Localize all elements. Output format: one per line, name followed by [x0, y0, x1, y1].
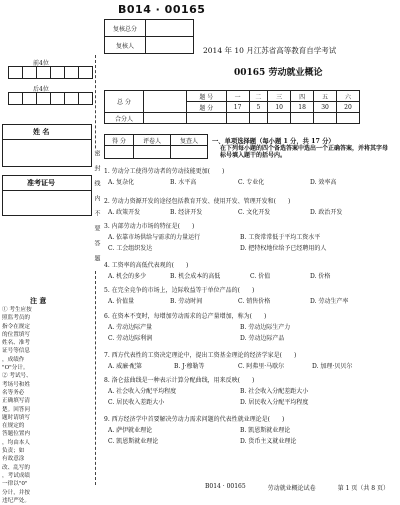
review-total-cell[interactable] [146, 20, 194, 37]
review-table [104, 19, 194, 54]
notes-title: 注 意 [30, 296, 47, 305]
score-col-3: 三 [268, 91, 291, 102]
question-stem: 1. 劳动分工使得劳动者的劳动技能更加( ) [104, 168, 225, 175]
checker-label: 复查人 [171, 135, 208, 146]
option-a[interactable]: A. 机会的多少 [108, 273, 147, 280]
front4-label: 前4位 [33, 60, 49, 67]
score-col-4: 四 [291, 91, 314, 102]
footer-title: 劳动就业概论试卷 [267, 485, 316, 492]
score-table [104, 90, 360, 124]
got-6[interactable] [337, 113, 360, 124]
score-header: 题 号 [187, 91, 227, 102]
score-col-1: 一 [226, 91, 249, 102]
exam-title: 2014 年 10 月江苏省高等教育自学考试 [203, 46, 337, 55]
questions [104, 168, 394, 455]
got-2[interactable] [249, 113, 268, 124]
question-stem: 2. 劳动力资源开发的途径包括教育开发、使用开发、管理开发和( ) [104, 198, 291, 205]
score-col-5: 五 [314, 91, 337, 102]
option-a[interactable]: A. 价值量 [108, 298, 135, 305]
question-stem: 9. 西方经济学中首要解决劳动力需求问题的代表性就业理论是( ) [104, 416, 285, 423]
option-a[interactable]: A. 萨伊就业理论 [108, 427, 153, 434]
got-3[interactable] [268, 113, 291, 124]
question-7 [104, 352, 394, 377]
grader-label: 评卷人 [134, 135, 171, 146]
got-5[interactable] [314, 113, 337, 124]
option-d[interactable]: D. 把特权地位给予已经聘用的人 [240, 245, 327, 252]
option-a[interactable]: A. 社会收入分配平均程度 [108, 388, 177, 395]
checker-cell[interactable] [171, 146, 208, 159]
option-d[interactable]: D. 政治开发 [310, 209, 343, 216]
paper-code: B014 · 00165 [118, 3, 206, 16]
points-6: 20 [337, 102, 360, 113]
question-9 [104, 416, 394, 455]
question-5 [104, 287, 394, 313]
points-2: 5 [249, 102, 268, 113]
footer-code: B014 · 00165 [205, 483, 246, 490]
footer [205, 483, 389, 492]
review-total-label: 复核总分 [105, 20, 146, 37]
option-b[interactable]: B. 工资常常低于平均工资水平 [240, 234, 321, 241]
seal-dashed-line [95, 55, 96, 485]
option-b[interactable]: B. 社会收入分配差距大小 [240, 388, 309, 395]
option-a[interactable]: A. 复杂化 [108, 179, 135, 186]
footer-page: 第 1 页（共 8 页） [337, 485, 389, 492]
section1-heading: 一、单项选择题（每小题 1 分，共 17 分） [212, 138, 335, 145]
option-b[interactable]: B. 劳动时间 [170, 298, 203, 305]
option-a[interactable]: A. 劳动边际产量 [108, 324, 153, 331]
option-a[interactable]: A. 政策开发 [108, 209, 141, 216]
option-b[interactable]: B. 机会成本的高低 [170, 273, 221, 280]
option-d[interactable]: D. 货币主义就业理论 [240, 438, 297, 445]
notes-text: ① 考生应按 照监考员的 指令在规定 的位置填写 姓名、准考 证号等信息 ，成绩作 "O"分计。 ② 考试号、 考场号和姓 名等务必 正确填写清 楚。回答问 题时请填写 在规定的 答题位置内 ，均由本人 负责；如 有故意涂 改、乱写的 ，考试成绩 一律以"0" 分计，并按 违纪严处。 [2, 307, 32, 504]
course-title: 00165 劳动就业概论 [234, 68, 323, 78]
option-b[interactable]: B. 凯恩斯就业理论 [240, 427, 291, 434]
points-3: 10 [268, 102, 291, 113]
ticket-write-area[interactable] [2, 189, 92, 216]
scorer-label: 合分人 [105, 113, 144, 124]
back4-label: 后4位 [33, 86, 49, 93]
option-a[interactable]: A. 依靠市场供给与需求的力量运行 [108, 234, 201, 241]
question-3 [104, 223, 394, 262]
grader-cell[interactable] [134, 146, 171, 159]
option-d[interactable]: D. 劳动边际产品 [240, 335, 285, 342]
question-2 [104, 198, 394, 223]
score-cell[interactable] [105, 146, 134, 159]
question-1 [104, 168, 394, 198]
option-c[interactable]: C. 劳动边际利润 [108, 335, 153, 342]
score-col-2: 二 [249, 91, 268, 102]
option-d[interactable]: D. 居民收入分配平均程度 [240, 399, 309, 406]
name-write-area[interactable] [2, 138, 92, 167]
ticket-label: 准考证号 [27, 178, 55, 187]
total-label: 总 分 [105, 91, 144, 113]
question-6 [104, 313, 394, 352]
reviewer-label: 复核人 [105, 37, 146, 54]
question-stem: 3. 内部劳动力市场的特征是( ) [104, 223, 195, 230]
points-header: 题 分 [187, 102, 227, 113]
question-stem: 7. 西方代表性的工资决定理论中，提出工资基金理论的经济学家是( ) [104, 352, 297, 359]
option-c[interactable]: C. 销售价格 [238, 298, 271, 305]
option-c[interactable]: C. 工会组织发达 [108, 245, 153, 252]
total-cell[interactable] [144, 91, 187, 113]
option-c[interactable]: C. 居民收入差距大小 [108, 399, 165, 406]
question-8 [104, 377, 394, 416]
option-c[interactable]: C. 阿弗里·马歇尔 [238, 363, 285, 370]
section1-instruction: 在下列每小题的四个备选答案中选出一个正确答案，并将其字母标号填入题干的括号内。 [220, 145, 389, 159]
option-d[interactable]: D. 劳动生产率 [310, 298, 349, 305]
option-d[interactable]: D. 加理·贝贝尔 [312, 363, 353, 370]
front4-boxes[interactable] [8, 66, 93, 79]
section1-score-table [104, 134, 208, 159]
option-d[interactable]: D. 价格 [310, 273, 331, 280]
option-c[interactable]: C. 价值 [250, 273, 271, 280]
option-c[interactable]: C. 凯恩斯就业理论 [108, 438, 159, 445]
question-stem: 5. 在完全竞争的市场上，边际收益等于单位产品的( ) [104, 287, 255, 294]
got-1[interactable] [226, 113, 249, 124]
points-5: 30 [314, 102, 337, 113]
question-4 [104, 262, 394, 287]
option-c[interactable]: C. 文化开发 [238, 209, 271, 216]
option-b[interactable]: B. 水平高 [170, 179, 197, 186]
option-b[interactable]: B. 经济开发 [170, 209, 203, 216]
scorer-cell[interactable] [144, 113, 187, 124]
score-col-6: 六 [337, 91, 360, 102]
option-b[interactable]: B. 劳动边际生产力 [240, 324, 291, 331]
reviewer-cell[interactable] [146, 37, 194, 54]
score-label: 得 分 [105, 135, 134, 146]
points-1: 17 [226, 102, 249, 113]
back4-boxes[interactable] [8, 92, 93, 105]
seal-line-text: 密封线内不要答题 [93, 150, 100, 270]
option-a[interactable]: A. 威廉·配第 [108, 363, 143, 370]
got-4[interactable] [291, 113, 314, 124]
name-label: 姓 名 [33, 127, 50, 136]
question-stem: 6. 在资本不变时，每增加劳动需求的总产量增加，称为( ) [104, 313, 267, 320]
blank-cell [187, 113, 227, 124]
question-stem: 4. 工资率的高低代表观的( ) [104, 262, 189, 269]
option-c[interactable]: C. 专业化 [238, 179, 265, 186]
points-4: 18 [291, 102, 314, 113]
option-b[interactable]: B. J·穆勒等 [174, 363, 205, 370]
option-d[interactable]: D. 效率高 [310, 179, 337, 186]
question-stem: 8. 洛仑兹曲线是一种表示计算分配曲线，用来反映( ) [104, 377, 255, 384]
